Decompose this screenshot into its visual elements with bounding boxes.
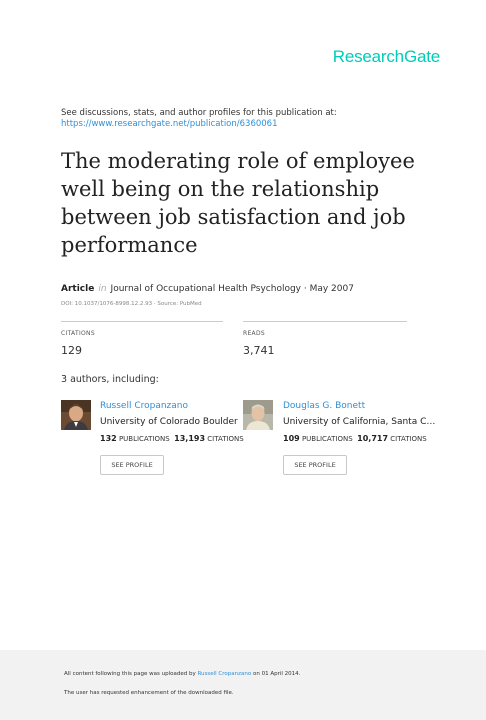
uploader-link[interactable]: Russell Cropanzano	[197, 671, 252, 677]
title-line: performance	[61, 233, 198, 257]
upload-date: on 01 April 2014.	[252, 671, 301, 677]
author-name-link[interactable]: Douglas G. Bonett	[283, 401, 366, 411]
journal-name: Journal of Occupational Health Psychology · May 2007	[110, 284, 354, 294]
title-line: The moderating role of employee	[61, 149, 415, 173]
author-stats	[100, 434, 244, 443]
doi-source: DOI: 10.1037/1076-8998.12.2.93 · Source: PubMed	[61, 301, 202, 307]
author-affiliation: University of California, Santa C…	[283, 417, 436, 427]
author-affiliation: University of Colorado Boulder	[100, 417, 238, 427]
publication-url-link[interactable]: https://www.researchgate.net/publication/6360061	[61, 119, 278, 129]
author-stats	[283, 434, 427, 443]
see-profile-button[interactable]: SEE PROFILE	[100, 455, 164, 475]
researchgate-logo[interactable]: ResearchGate	[332, 47, 440, 66]
author-citations-label: CITATIONS	[390, 435, 427, 443]
author-citations-count: 10,717	[357, 434, 389, 443]
see-profile-button[interactable]: SEE PROFILE	[283, 455, 347, 475]
reads-label: READS	[243, 330, 265, 337]
author-avatar-bonett[interactable]	[243, 400, 273, 430]
publications-count: 109	[283, 434, 300, 443]
see-discussions-text: See discussions, stats, and author profiles for this publication at:	[61, 108, 337, 118]
paper-title	[61, 147, 441, 259]
author-citations-count: 13,193	[174, 434, 206, 443]
publications-label: PUBLICATIONS	[301, 435, 353, 443]
citations-count: 129	[61, 344, 82, 357]
reads-divider	[243, 321, 407, 322]
article-info	[61, 284, 354, 294]
upload-prefix: All content following this page was uploaded by	[64, 671, 196, 677]
citations-divider	[61, 321, 223, 322]
footer-bar	[0, 650, 486, 720]
title-line: well being on the relationship	[61, 177, 380, 201]
author-avatar-cropanzano[interactable]	[61, 400, 91, 430]
article-type-label: Article	[61, 284, 95, 294]
citations-label: CITATIONS	[61, 330, 95, 337]
publications-label: PUBLICATIONS	[118, 435, 170, 443]
in-label: in	[98, 284, 107, 294]
upload-notice	[64, 671, 300, 677]
publications-count: 132	[100, 434, 117, 443]
reads-count: 3,741	[243, 344, 275, 357]
author-name-link[interactable]: Russell Cropanzano	[100, 401, 189, 411]
authors-heading: 3 authors, including:	[61, 374, 159, 385]
author-citations-label: CITATIONS	[207, 435, 244, 443]
enhancement-notice: The user has requested enhancement of the downloaded file.	[64, 690, 234, 696]
title-line: between job satisfaction and job	[61, 205, 406, 229]
